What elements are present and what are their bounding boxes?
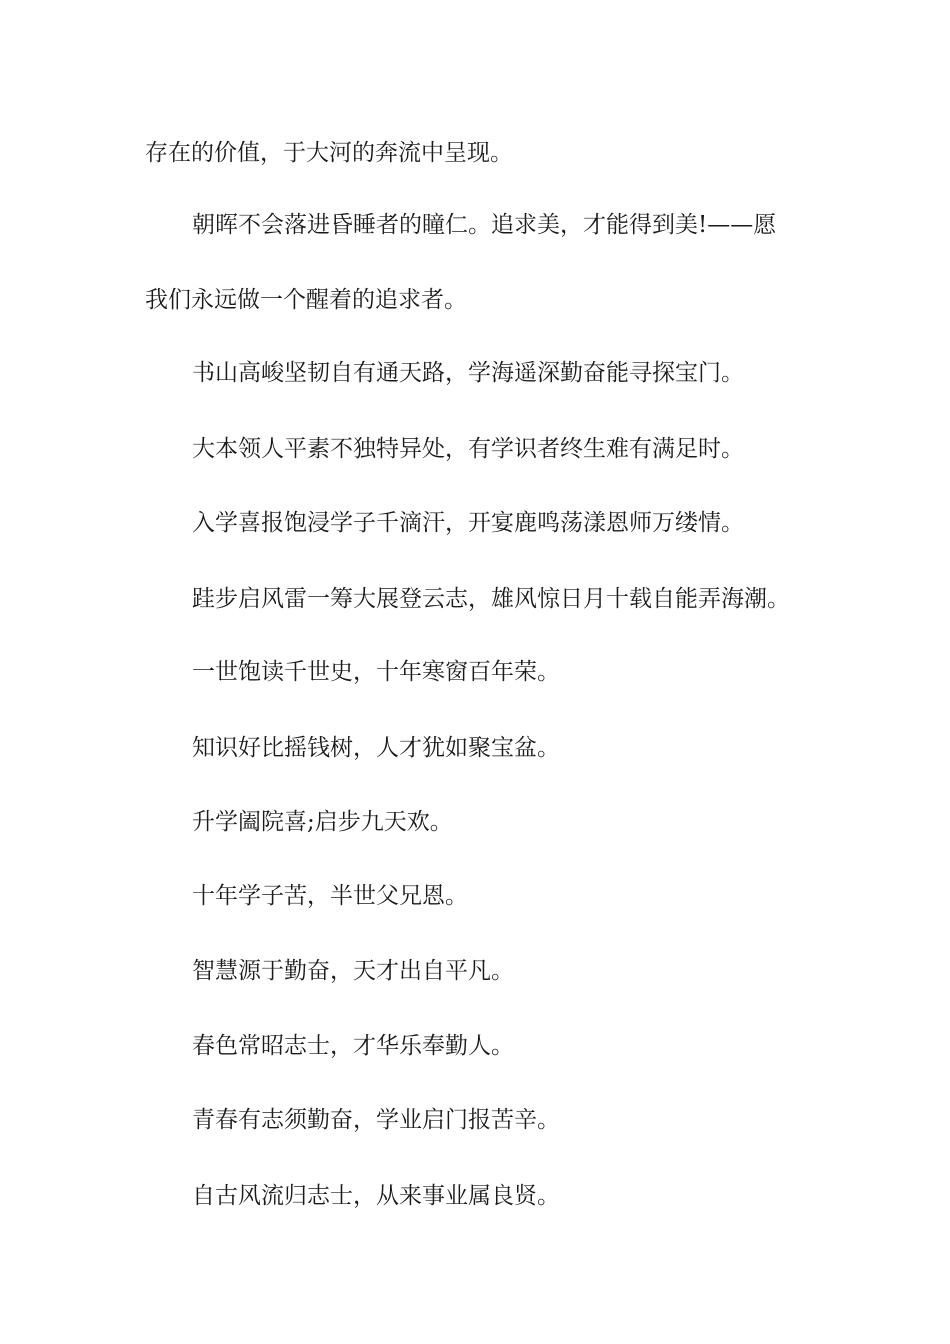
text-line: 书山高峻坚韧自有通天路，学海遥深勤奋能寻探宝门。: [192, 360, 744, 386]
text-line: 春色常昭志士，才华乐奉勤人。: [192, 1033, 514, 1059]
text-line: 智慧源于勤奋，天才出自平凡。: [192, 958, 514, 984]
text-line: 自古风流归志士，从来事业属良贤。: [192, 1183, 560, 1209]
text-line: 升学阖院喜;启步九天欢。: [192, 809, 453, 835]
text-line: 十年学子苦，半世父兄恩。: [192, 883, 468, 909]
text-line: 一世饱读千世史，十年寒窗百年荣。: [192, 659, 560, 685]
text-line: 存在的价值，于大河的奔流中呈现。: [145, 140, 513, 166]
text-line: 入学喜报饱浸学子千滴汗，开宴鹿鸣荡漾恩师万缕情。: [192, 510, 744, 536]
text-line: 跬步启风雷一筹大展登云志，雄风惊日月十载自能弄海潮。: [192, 586, 790, 612]
text-line: 青春有志须勤奋，学业启门报苦辛。: [192, 1107, 560, 1133]
text-line: 大本领人平素不独特异处，有学识者终生难有满足时。: [192, 436, 744, 462]
text-line: 我们永远做一个醒着的追求者。: [145, 287, 467, 313]
text-line: 朝晖不会落进昏睡者的瞳仁。追求美，才能得到美!——愿: [192, 212, 777, 238]
text-line: 知识好比摇钱树，人才犹如聚宝盆。: [192, 735, 560, 761]
